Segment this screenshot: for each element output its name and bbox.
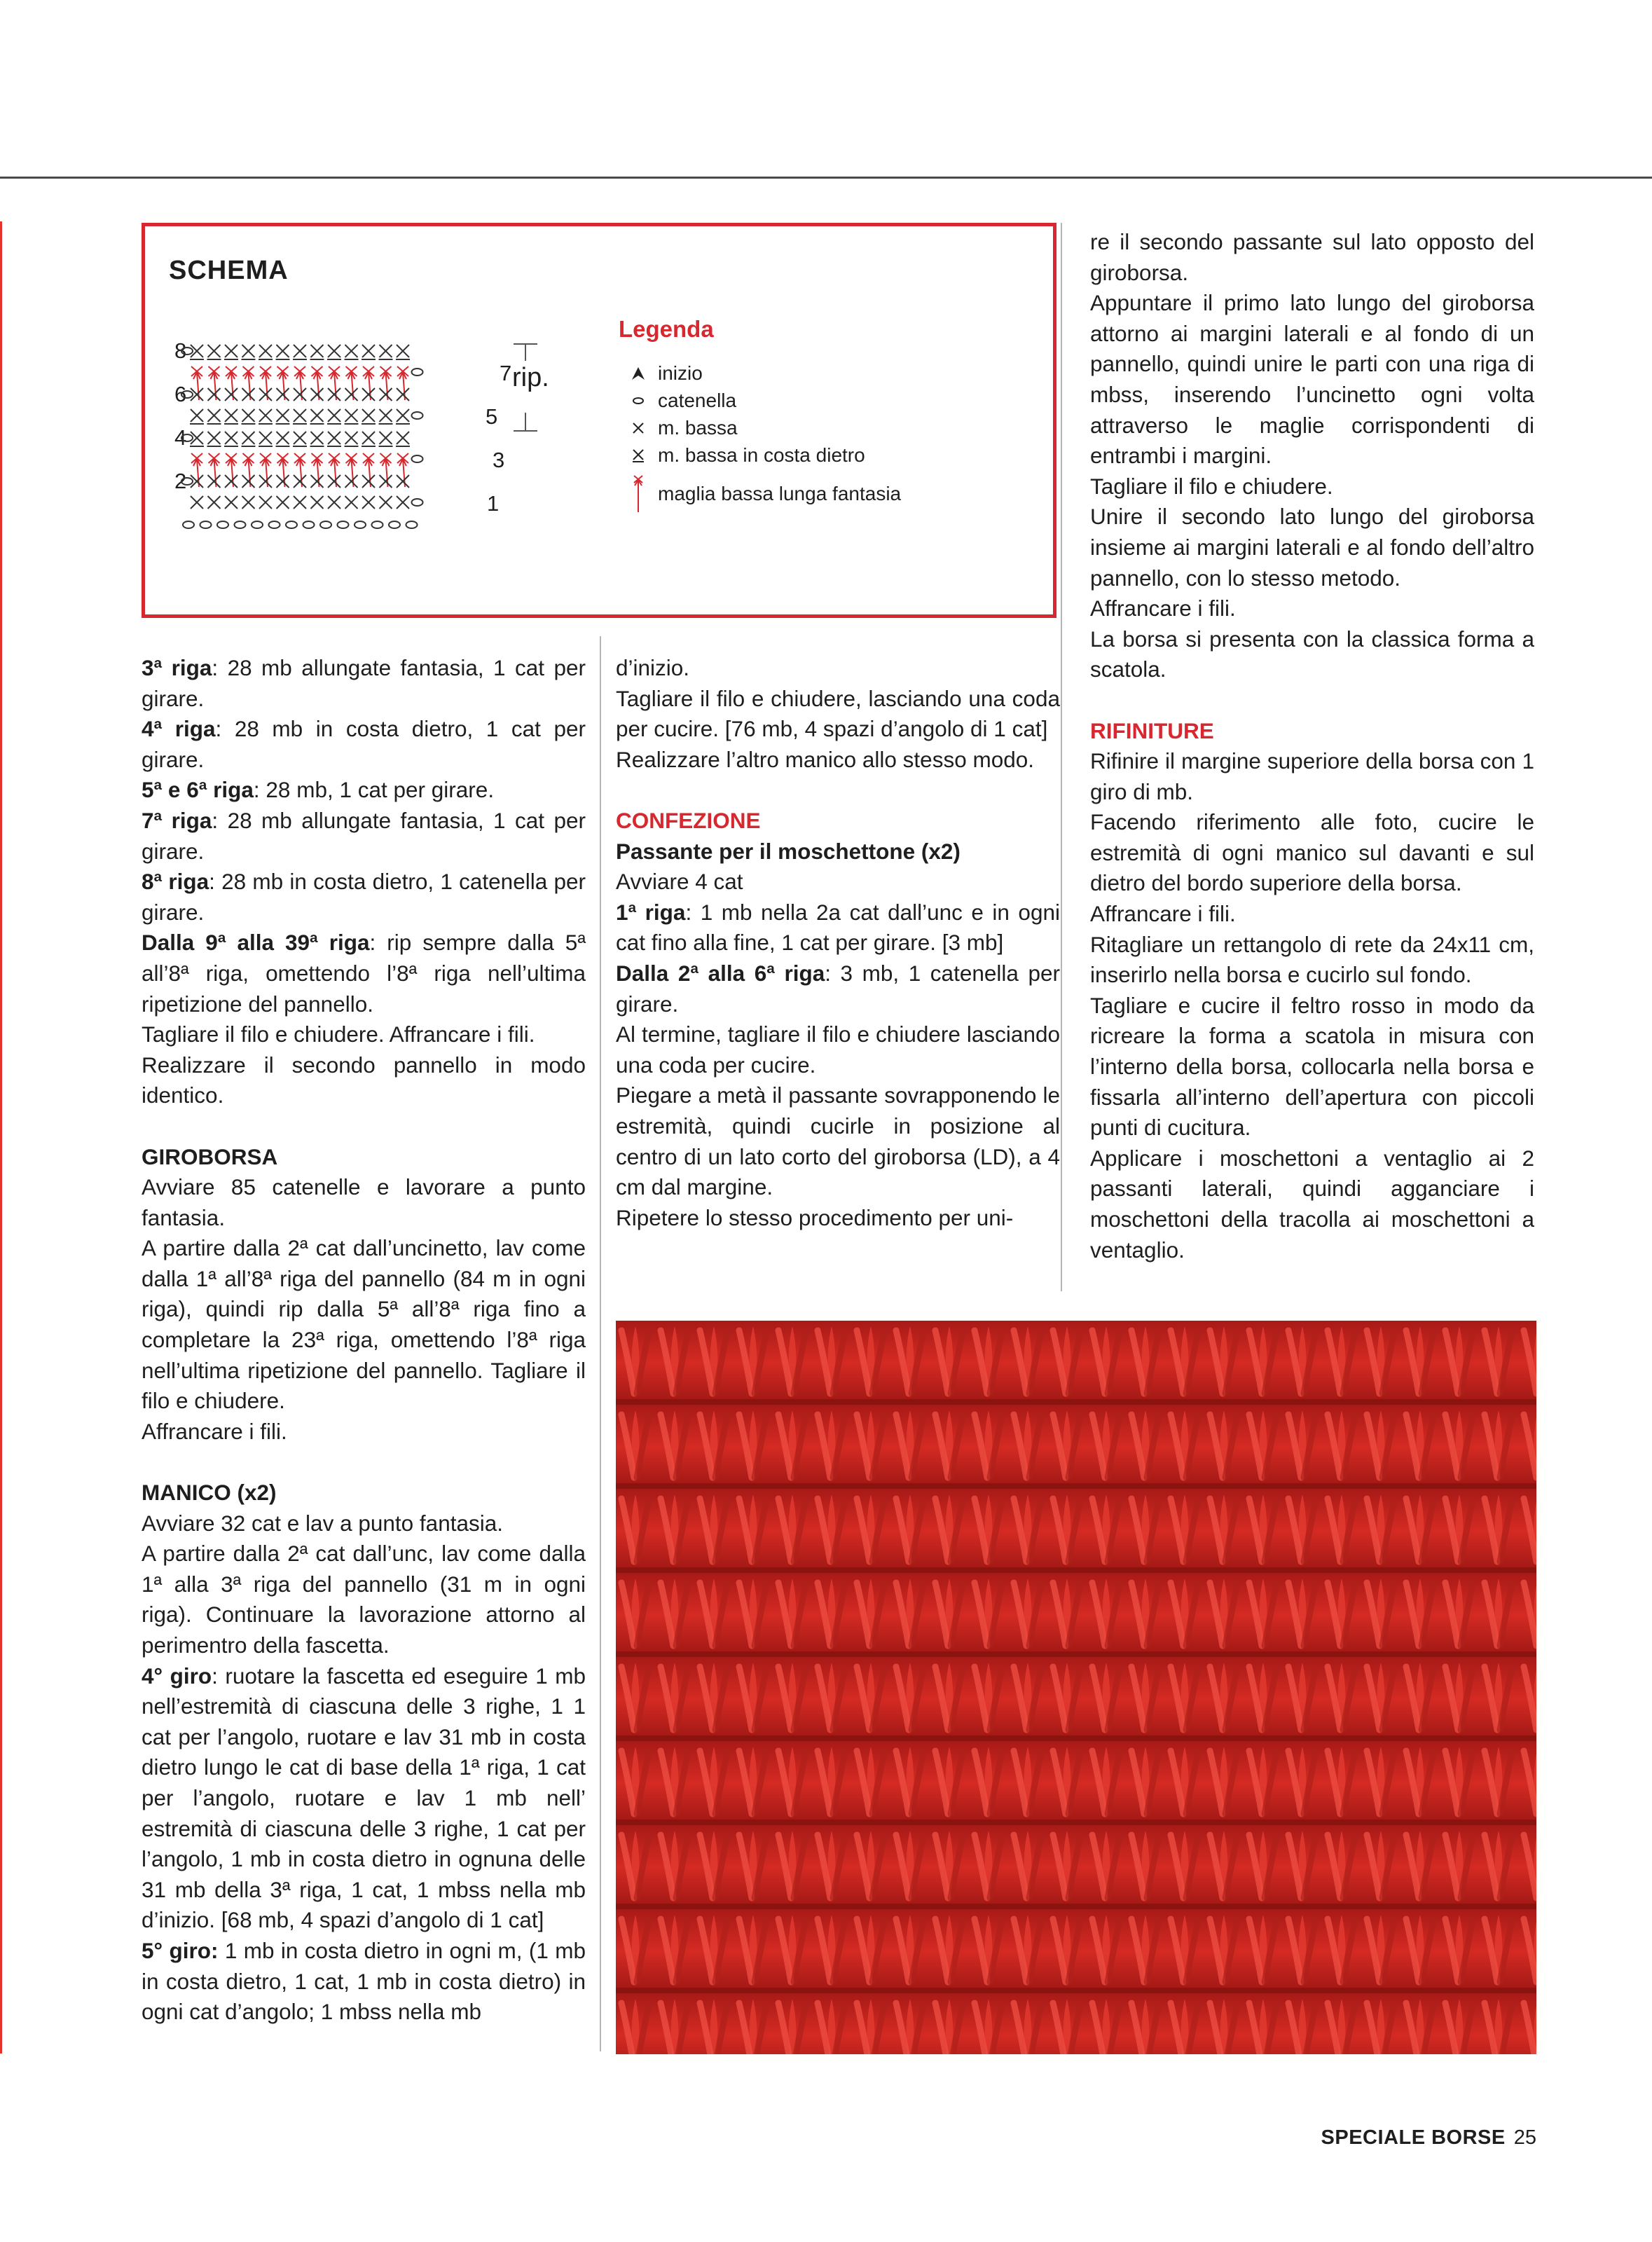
paragraph: Dalla 2ª alla 6ª riga: 3 mb, 1 catenella per girare.: [616, 960, 1060, 1017]
paragraph: A partire dalla 2ª cat dall’uncinetto, lav come dalla 1ª all’8ª riga del pannello (84 m in ogni riga), quindi rip dalla 5ª all’8ª riga fino a completare la 23ª riga, omettendo l’8ª riga nell’ultima ripetizione del pannello. Tagliare il filo e chiudere.: [142, 1235, 586, 1414]
row-num-5: 5: [486, 404, 498, 429]
paragraph: Realizzare l’altro manico allo stesso modo.: [616, 746, 1035, 772]
section-heading-giroborsa: GIROBORSA: [142, 1143, 278, 1169]
round-label: 4° giro: [142, 1663, 212, 1689]
round-label: 5° giro:: [142, 1937, 219, 1963]
paragraph: Al termine, tagliare il filo e chiudere lasciando una coda per cucire.: [616, 1022, 1060, 1078]
section-heading-manico: MANICO (x2): [142, 1480, 277, 1506]
schema-box: [142, 223, 1056, 618]
paragraph: 4ª riga: 28 mb in costa dietro, 1 cat per girare.: [142, 716, 586, 772]
row-label: Dalla 2ª alla 6ª riga: [616, 960, 825, 986]
paragraph: La borsa si presenta con la classica forma a scatola.: [1090, 626, 1534, 682]
legend-item-single-crochet: [619, 414, 1039, 441]
section-heading-rifiniture: RIFINITURE: [1090, 717, 1214, 743]
x-back-loop-icon: [619, 447, 658, 464]
row-label: 8ª riga: [142, 869, 209, 895]
row-label: Dalla 9ª alla 39ª riga: [142, 930, 370, 956]
row-label: 7ª riga: [142, 807, 212, 833]
legend-item-start: [619, 359, 1039, 387]
paragraph: Tagliare il filo e chiudere, lasciando una coda per cucire. [76 mb, 4 spazi d’angolo di 1 cat]: [616, 685, 1060, 742]
subheading-passante: Passante per il moschettone (x2): [616, 838, 961, 864]
left-accent-bar: [0, 221, 2, 2054]
paragraph: Dalla 9ª alla 39ª riga: rip sempre dalla 5ª all’8ª riga, omettendo l’8ª riga nell’ultima ripetizione del pannello.: [142, 930, 586, 1017]
top-rule: [0, 177, 1652, 179]
legend-label-back-loop: m. bassa in costa dietro: [658, 443, 865, 466]
paragraph: Piegare a metà il passante sovrapponendo le estremità, quindi cucirle in posizione al centro di un lato corto del giroborsa (LD), a 4 cm dal margine.: [616, 1082, 1060, 1200]
page-footer: [1321, 2126, 1536, 2150]
row-label: 5ª e 6ª riga: [142, 777, 254, 803]
column-divider-1: [600, 636, 601, 2051]
paragraph: Avviare 32 cat e lav a punto fantasia.: [142, 1510, 503, 1536]
schema-title: SCHEMA: [169, 256, 289, 285]
column-1: [142, 653, 586, 2028]
paragraph: Applicare i moschettoni a ventaglio ai 2 passanti laterali, quindi agganciare i moschettoni della tracolla ai moschettoni a ventaglio.: [1090, 1145, 1534, 1263]
paragraph: 5ª e 6ª riga: 28 mb, 1 cat per girare.: [142, 777, 495, 803]
paragraph: 4° giro: ruotare la fascetta ed eseguire 1 mb nell’estremità di ciascuna delle 3 righe, 1 1 cat per l’angolo, ruotare e lav 31 mb in costa dietro lungo le cat di base della 1ª riga, 1 cat per l’angolo, ruotare e lav 1 mb nell’ estremità di ciascuna delle 3 righe, 1 cat per l’angolo, 1 mb in costa dietro in ognuna delle 31 mb della 3ª riga, 1 cat, 1 mbss nella mb d’inizio. [68 mb, 4 spazi d’angolo di 1 cat]: [142, 1663, 586, 1933]
row-num-8: 8: [174, 338, 187, 363]
legend-label-single-crochet: m. bassa: [658, 416, 738, 439]
paragraph: 7ª riga: 28 mb allungate fantasia, 1 cat per girare.: [142, 807, 586, 864]
start-triangle-icon: [619, 366, 658, 381]
paragraph: Tagliare il filo e chiudere. Affrancare i fili.: [142, 1022, 535, 1047]
legend: [619, 316, 1039, 519]
chart-rows: [181, 345, 423, 528]
column-2: [616, 653, 1060, 1233]
repeat-label: rip.: [512, 363, 549, 392]
chain-oval-icon: [619, 396, 658, 406]
paragraph: A partire dalla 2ª cat dall’unc, lav come dalla 1ª alla 3ª riga del pannello (31 m in ogni riga). Continuare la lavorazione attorno al perimentro della fascetta.: [142, 1541, 586, 1658]
paragraph: re il secondo passante sul lato opposto del giroborsa.: [1090, 229, 1534, 285]
long-stitch-icon: [619, 473, 658, 515]
row-label: 3ª riga: [142, 655, 212, 680]
column-divider-2: [1061, 223, 1062, 1291]
paragraph: 1ª riga: 1 mb nella 2a cat dall’unc e in ogni cat fino alla fine, 1 cat per girare. [3 mb]: [616, 899, 1060, 956]
paragraph: Facendo riferimento alle foto, cucire le estremità di ogni manico sul davanti e sul dietro del bordo superiore della borsa.: [1090, 809, 1534, 896]
paragraph: Rifinire il margine superiore della borsa con 1 giro di mb.: [1090, 748, 1534, 804]
row-num-2: 2: [174, 469, 187, 493]
paragraph: Affrancare i fili.: [142, 1418, 287, 1444]
row-num-1: 1: [487, 491, 500, 516]
row-num-4: 4: [174, 425, 187, 450]
paragraph: Ritagliare un rettangolo di rete da 24x11 cm, inserirlo nella borsa e cucirlo sul fondo.: [1090, 931, 1534, 988]
legend-item-chain: [619, 387, 1039, 414]
section-heading-confezione: CONFEZIONE: [616, 807, 761, 833]
paragraph: 5° giro: 1 mb in costa dietro in ogni m, (1 mb in costa dietro, 1 cat, 1 mb in costa dietro) in ogni cat d’angolo; 1 mbss nella mb: [142, 1937, 586, 2025]
column-3: [1090, 227, 1534, 1265]
row-num-6: 6: [174, 382, 187, 406]
stitch-chart: [170, 336, 563, 546]
x-stitch-icon: [619, 420, 658, 436]
crochet-texture-photo: [616, 1321, 1536, 2054]
row-num-3: 3: [493, 448, 505, 472]
legend-item-back-loop: [619, 441, 1039, 469]
paragraph: Appuntare il primo lato lungo del giroborsa attorno ai margini laterali e al fondo di un pannello, quindi unire le parti con una riga di mbss, inserendo l’uncinetto ogni volta attraverso le maglie corrispondenti di entrambi i margini.: [1090, 290, 1534, 469]
paragraph: 3ª riga: 28 mb allungate fantasia, 1 cat per girare.: [142, 655, 586, 711]
paragraph: Realizzare il secondo pannello in modo identico.: [142, 1052, 586, 1108]
row-label: 4ª riga: [142, 716, 216, 742]
paragraph: d’inizio.: [616, 655, 690, 680]
legend-label-chain: catenella: [658, 389, 737, 411]
legend-item-long-stitch: [619, 469, 1039, 519]
paragraph: 8ª riga: 28 mb in costa dietro, 1 catenella per girare.: [142, 869, 586, 925]
paragraph: Avviare 85 catenelle e lavorare a punto fantasia.: [142, 1174, 586, 1230]
paragraph: Tagliare e cucire il feltro rosso in modo da ricreare la forma a scatola in misura con l’interno della borsa, collocarla nella borsa e fissarla all’interno dell’apertura con piccoli punti di cucitura.: [1090, 992, 1534, 1141]
row-num-7: 7: [500, 361, 512, 385]
paragraph: Tagliare il filo e chiudere.: [1090, 473, 1333, 499]
legend-label-start: inizio: [658, 362, 703, 384]
page-number: 25: [1513, 2126, 1536, 2149]
legend-label-long-stitch: maglia bassa lunga fantasia: [658, 483, 902, 504]
magazine-name: SPECIALE BORSE: [1321, 2126, 1506, 2149]
legend-title: Legenda: [619, 316, 714, 342]
paragraph: Ripetere lo stesso procedimento per uni-: [616, 1204, 1014, 1230]
row-label: 1ª riga: [616, 899, 686, 925]
paragraph: Affrancare i fili.: [1090, 901, 1236, 927]
paragraph: Affrancare i fili.: [1090, 596, 1236, 621]
paragraph: Unire il secondo lato lungo del giroborsa insieme ai margini laterali e al fondo dell’altro pannello, con lo stesso metodo.: [1090, 504, 1534, 591]
paragraph: Avviare 4 cat: [616, 869, 743, 895]
